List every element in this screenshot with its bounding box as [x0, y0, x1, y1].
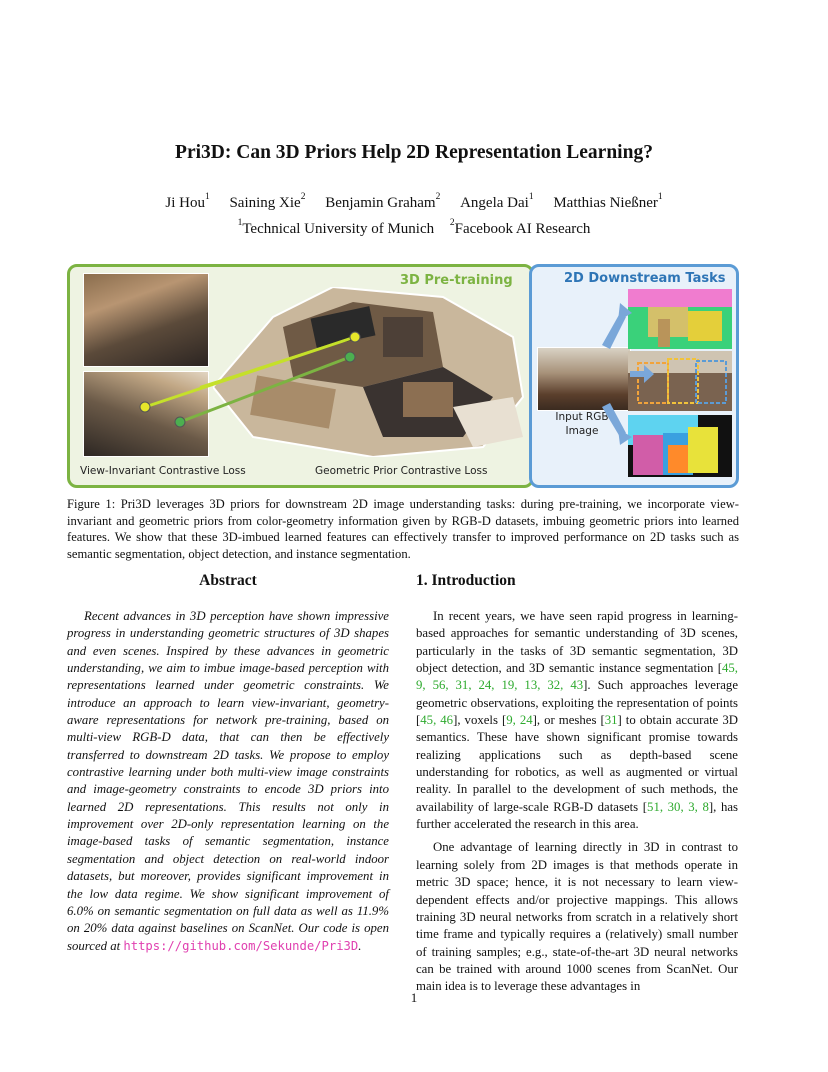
downstream-title: 2D Downstream Tasks	[564, 271, 726, 286]
citation-link[interactable]: 31	[604, 713, 618, 728]
left-column	[67, 572, 389, 955]
pretraining-title: 3D Pre-training	[400, 273, 513, 288]
abstract-text: Recent advances in 3D perception have shown impressive progress in understanding geometric structures of 3D shapes and even scenes. Inspired by these advances in geometric understanding, we aim to imbue image-based perception with representations learned under geometric constraints. We introduce an approach to learn view-invariant, geometry-aware representations for network pre-training, based on multi-view RGB-D data, that can then be effectively transferred to downstream 2D tasks. We propose to employ contrastive learning under both multi-view image constraints and image-geometry constraints to encode 3D priors into learned 2D representations. This results not only in improvement over 2D-only representation learning on the image-based tasks of semantic segmentation, instance segmentation and object detection on real-world indoor datasets, but moreover, provides significant improvement in the low data regime. We show significant improvement of 6.0% on semantic segmentation on full data as well as 11.9% on 20% data against baselines on ScanNet. Our code is open sourced at https://github.com/Sekunde/Pri3D.	[67, 609, 389, 953]
paper-title: Pri3D: Can 3D Priors Help 2D Representation Learning?	[175, 142, 653, 163]
citation-link[interactable]: 45, 9, 56, 31, 24, 19, 13, 32, 43	[416, 661, 738, 693]
affiliation-list	[0, 218, 828, 238]
abstract-heading: Abstract	[199, 572, 257, 589]
input-rgb-label: Input RGB Image	[555, 411, 609, 437]
intro-paragraph-2: One advantage of learning directly in 3D in contrast to learning solely from 2D images is that methods operate in metric 3D space; hence, it is not necessary to learn view-dependent effects and/or projective mappings. This allows training 3D neural networks from scratch in a relatively short time frame and typically requires a (relatively) small number of training samples; e.g., state-of-the-art 3D neural networks can be trained with around 1000 scenes from ScanNet. Our main idea is to leverage these advantages in	[416, 840, 738, 994]
affiliation: $^1$Technical University of Munich	[237, 218, 435, 237]
author-list	[0, 192, 828, 212]
author-name: Ji Hou$^1$	[165, 192, 210, 211]
geometric-prior-loss-label: Geometric Prior Contrastive Loss	[315, 465, 488, 477]
view-invariant-loss-label: View-Invariant Contrastive Loss	[80, 465, 246, 477]
citation-link[interactable]: 9, 24	[506, 713, 533, 728]
citation-link[interactable]: 51, 30, 3, 8	[647, 799, 709, 814]
teaser-figure	[67, 264, 739, 486]
introduction-heading: 1. Introduction	[416, 572, 516, 589]
correspondence-lines	[70, 267, 531, 485]
author-name: Matthias Nießner$^1$	[553, 192, 663, 211]
code-link[interactable]: https://github.com/Sekunde/Pri3D	[123, 938, 359, 953]
task-arrows	[532, 267, 736, 485]
pretraining-panel	[67, 264, 534, 488]
author-name: Angela Dai$^1$	[460, 192, 534, 211]
right-column	[416, 572, 738, 1002]
downstream-panel	[529, 264, 739, 488]
author-name: Saining Xie$^2$	[229, 192, 306, 211]
affiliation: $^2$Facebook AI Research	[449, 218, 591, 237]
intro-paragraph-1: In recent years, we have seen rapid progress in learning-based approaches for semantic understanding of 3D scenes, particularly in the tasks of 3D semantic segmentation, 3D object detection, and 3D semantic instance segmentation [45, 9, 56, 31, 24, 19, 13, 32, 43]. Such approaches leverage geometric observations, exploiting the representation of points [45, 46], voxels [9, 24], or meshes [31] to obtain accurate 3D semantics. These have shown significant promise towards realizing applications such as depth-based scene understanding for robotics, as well as augmented or virtual reality. In parallel to the development of such methods, the availability of large-scale RGB-D datasets [51, 30, 3, 8], has further accelerated the research in this area.	[416, 609, 739, 832]
citation-link[interactable]: 45, 46	[420, 713, 454, 728]
author-name: Benjamin Graham$^2$	[325, 192, 441, 211]
figure-caption: Figure 1: Pri3D leverages 3D priors for downstream 2D image understanding tasks: during pre-training, we incorporate view-invariant and geometric priors from color-geometry information given by RGB-D datasets, imbuing geometric priors into learned features. We show that these 3D-imbued learned features can effectively transfer to improved performance on 2D tasks such as semantic segmentation, object detection, and instance segmentation.	[67, 497, 739, 561]
page-number: 1	[410, 990, 418, 1005]
